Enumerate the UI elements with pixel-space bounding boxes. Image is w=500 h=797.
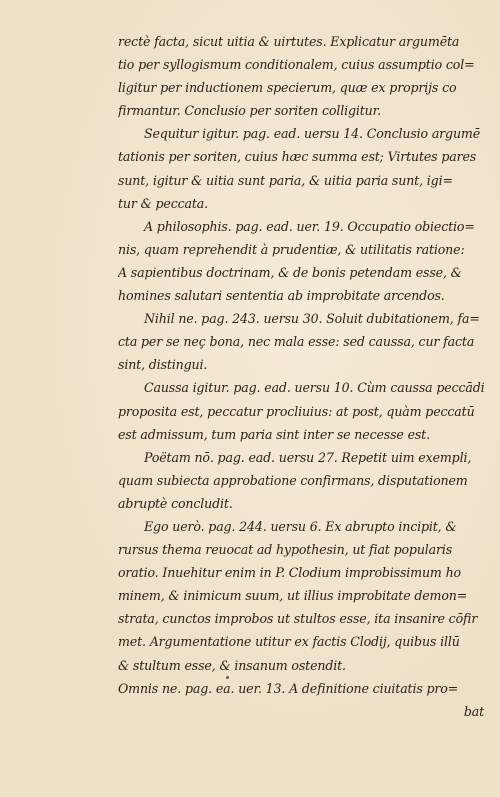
text-line: ligitur per inductionem specierum, quæ ex proprijs co: [118, 80, 457, 96]
text-line: proposita est, peccatur procliuius: at post, quàm peccatū: [118, 403, 475, 419]
text-line: sunt, igitur & uitia sunt paria, & uitia paria sunt, igi=: [118, 172, 453, 188]
text-line: met. Argumentatione utitur ex factis Clodij, quibus illū: [118, 634, 460, 650]
text-line: Sequitur igitur. pag. ead. uersu 14. Conclusio argumē: [144, 126, 481, 142]
text-line: tur & peccata.: [118, 195, 209, 211]
text-line: Poëtam nō. pag. ead. uersu 27. Repetit uim exempli,: [144, 449, 472, 465]
text-line: Ego uerò. pag. 244. uersu 6. Ex abrupto incipit, &: [144, 518, 457, 534]
text-line: homines salutari sententia ab improbitate arcendos.: [118, 288, 445, 304]
text-line: Caussa igitur. pag. ead. uersu 10. Cùm caussa peccādi: [144, 380, 485, 396]
text-line: rectè facta, sicut uitia & uirtutes. Explicatur argumēta: [118, 34, 460, 49]
text-line: oratio. Inuehitur enim in P. Clodium improbissimum ho: [118, 565, 461, 581]
text-line: A sapientibus doctrinam, & de bonis petendam esse, &: [118, 264, 462, 280]
text-line: cta per se neç bona, nec mala esse: sed caussa, cur facta: [118, 334, 475, 350]
text-line: Omnis ne. pag. ea. uer. 13. A definitione ciuitatis pro=: [118, 680, 459, 696]
text-line: tationis per soriten, cuius hæc summa est; Virtutes pares: [118, 149, 477, 165]
text-line: sint, distingui.: [118, 357, 208, 373]
text-line: est admissum, tum paria sint inter se necesse est.: [118, 426, 430, 442]
text-line: nis, quam reprehendit à prudentiæ, & utilitatis ratione:: [118, 241, 465, 257]
text-line: minem, & inimicum suum, ut illius improbitate demon=: [118, 588, 468, 604]
text-block: [118, 30, 488, 723]
ink-dot: [226, 676, 229, 679]
text-line: strata, cunctos improbos ut stultos esse, ita insanire cōfir: [118, 611, 478, 627]
text-line: rursus thema reuocat ad hypothesin, ut fiat popularis: [118, 542, 453, 558]
text-line: quam subiecta approbatione confirmans, disputationem: [118, 472, 468, 488]
text-line: Nihil ne. pag. 243. uersu 30. Soluit dubitationem, fa=: [144, 311, 480, 327]
text-line: tio per syllogismum conditionalem, cuius assumptio col=: [118, 57, 475, 73]
catchword: bat: [463, 703, 484, 719]
text-line: firmantur. Conclusio per soriten colligitur.: [118, 103, 381, 119]
text-line: abruptè concludit.: [118, 495, 233, 511]
text-line: A philosophis. pag. ead. uer. 19. Occupatio obiectio=: [144, 218, 475, 234]
text-line: & stultum esse, & insanum ostendit.: [118, 657, 346, 673]
